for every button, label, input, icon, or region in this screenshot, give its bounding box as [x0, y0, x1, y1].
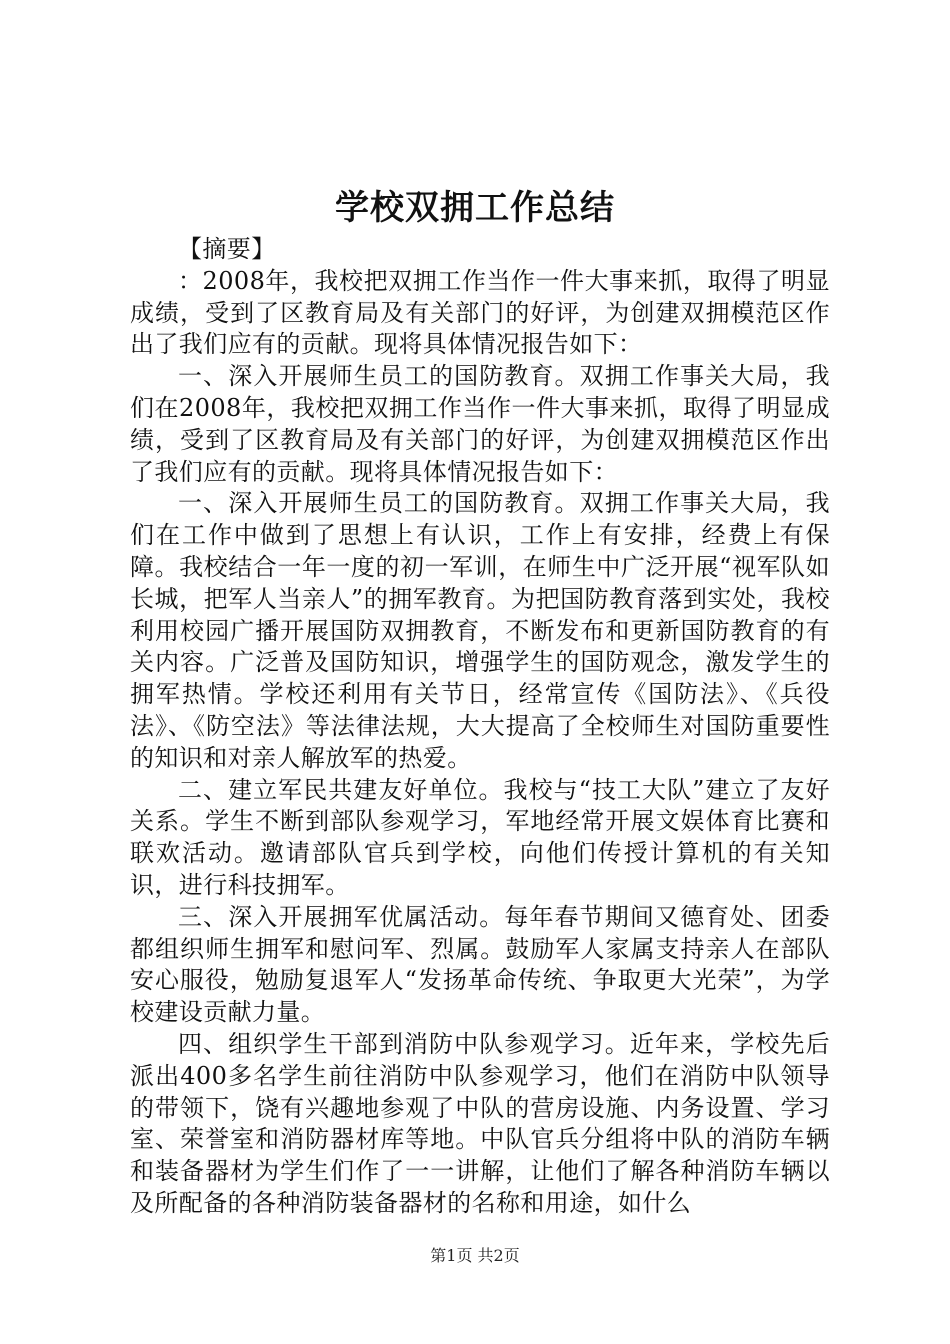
abstract-heading: 【摘要】: [178, 235, 276, 263]
document-body: [130, 234, 830, 1220]
page-footer: 第1页 共2页: [430, 1246, 520, 1265]
paragraph-section-1: 一、深入开展师生员工的国防教育。双拥工作事关大局，我们在工作中做到了思想上有认识，工作上有安排，经费上有保障。我校结合一年一度的初一军训，在师生中广泛开展“视军队如长城，把军人当亲人”的拥军教育。为把国防教育落到实处，我校利用校园广播开展国防双拥教育，不断发布和更新国防教育的有关内容。广泛普及国防知识，增强学生的国防观念，激发学生的拥军热情。学校还利用有关节日，经常宣传《国防法》、《兵役法》、《防空法》等法律法规，大大提高了全校师生对国防重要性的知识和对亲人解放军的热爱。: [130, 489, 830, 772]
paragraph-section-1-repeat: 一、深入开展师生员工的国防教育。双拥工作事关大局，我们在2008年，我校把双拥工作当作一件大事来抓，取得了明显成绩，受到了区教育局及有关部门的好评，为创建双拥模范区作出了我们应有的贡献。现将具体情况报告如下：: [130, 362, 830, 486]
paragraph-section-4: 四、组织学生干部到消防中队参观学习。近年来，学校先后派出400多名学生前往消防中队参观学习，他们在消防中队领导的带领下，饶有兴趣地参观了中队的营房设施、内务设置、学习室、荣誉室和消防器材库等地。中队官兵分组将中队的消防车辆和装备器材为学生们作了一一讲解，让他们了解各种消防车辆以及所配备的各种消防装备器材的名称和用途，如什么: [130, 1029, 830, 1217]
paragraph-section-3: 三、深入开展拥军优属活动。每年春节期间又德育处、团委都组织师生拥军和慰问军、烈属。鼓励军人家属支持亲人在部队安心服役，勉励复退军人“发扬革命传统、争取更大光荣”，为学校建设贡献力量。: [130, 902, 830, 1027]
paragraph-intro: ：2008年，我校把双拥工作当作一件大事来抓，取得了明显成绩，受到了区教育局及有关部门的好评，为创建双拥模范区作出了我们应有的贡献。现将具体情况报告如下：: [130, 266, 830, 359]
document-title: 学校双拥工作总结: [335, 188, 615, 228]
paragraph-section-2: 二、建立军民共建友好单位。我校与“技工大队”建立了友好关系。学生不断到部队参观学习，军地经常开展文娱体育比赛和联欢活动。邀请部队官兵到学校，向他们传授计算机的有关知识，进行科技拥军。: [130, 775, 830, 899]
